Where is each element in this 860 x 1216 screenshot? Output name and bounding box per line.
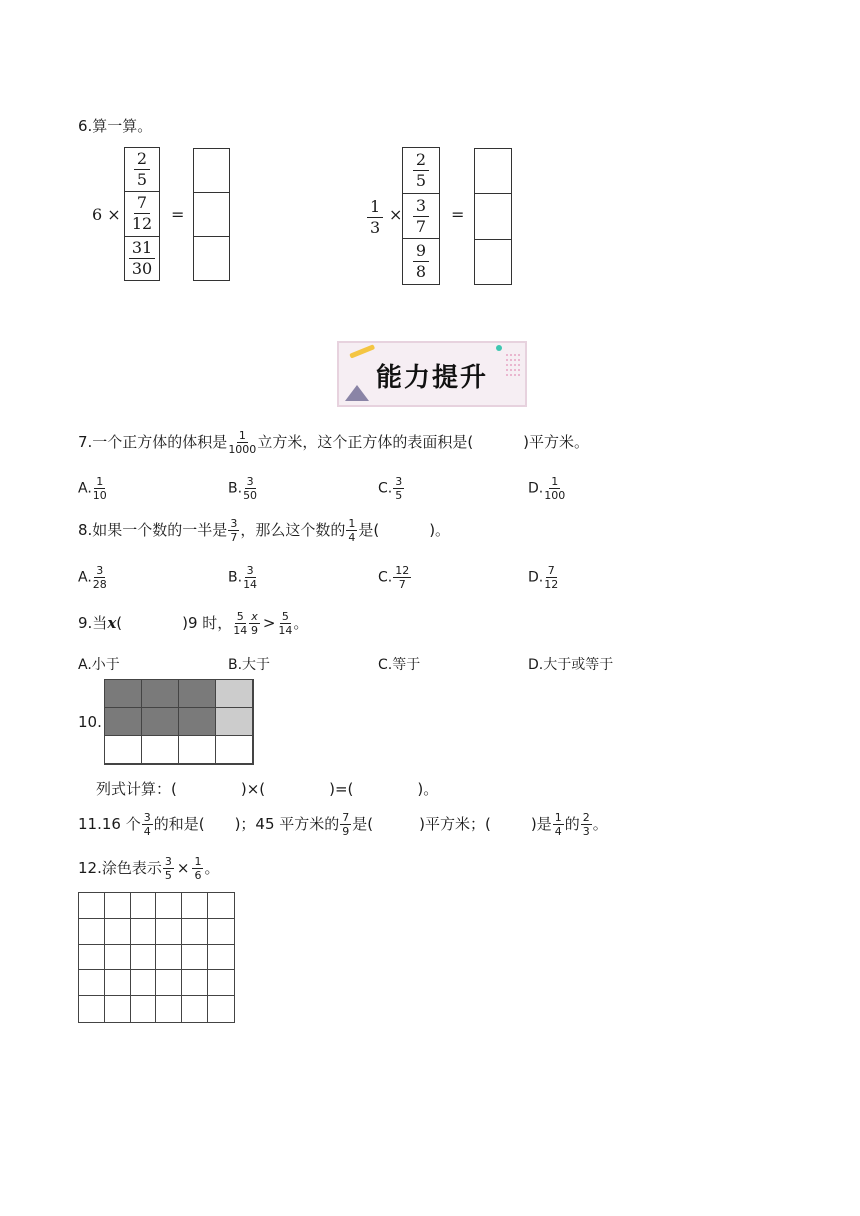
q10-formula: 列式计算：( )×( )=( )。	[96, 780, 439, 798]
q6-left-fraction-stack	[124, 147, 160, 281]
q7-option-a[interactable]: A. $\frac{1}{10}$	[78, 475, 107, 502]
grid-cell[interactable]	[208, 945, 234, 971]
q6-right-multiplier: $\frac{1}{3}$	[367, 198, 383, 236]
grid-cell	[104, 679, 142, 708]
q12-stem: 12.涂色表示 $\frac{3}{5}$ × $\frac{1}{6}$ 。	[78, 855, 220, 882]
answer-cell[interactable]	[194, 149, 229, 192]
q6-right-fraction-1: 2 5	[403, 148, 439, 193]
grid-cell[interactable]	[156, 970, 182, 996]
answer-cell[interactable]	[475, 239, 511, 284]
grid-cell[interactable]	[79, 945, 105, 971]
q11-stem: 11.16 个 $\frac{3}{4}$ 的和是( )；45 平方米的 $\frac{7}{9}$ 是( )平方米；( )是 $\frac{1}{4}$ 的 $\frac{2}{3}$ 。	[78, 811, 608, 838]
q7-option-c[interactable]: C. $\frac{3}{5}$	[378, 475, 403, 502]
grid-cell	[141, 707, 179, 736]
grid-cell	[141, 679, 179, 708]
q8-option-a[interactable]: A. $\frac{3}{28}$	[78, 564, 107, 591]
q6-title: 6.算一算。	[78, 117, 153, 135]
q8-option-c[interactable]: C. $\frac{12}{7}$	[378, 564, 410, 591]
grid-cell[interactable]	[182, 945, 208, 971]
q6-right-fraction-stack	[402, 147, 440, 285]
grid-cell[interactable]	[156, 919, 182, 945]
grid-cell[interactable]	[156, 945, 182, 971]
q6-right-fraction-2: 3 7	[403, 193, 439, 239]
section-banner	[337, 341, 527, 407]
q8-option-d[interactable]: D. $\frac{7}{12}$	[528, 564, 559, 591]
q6-right-equals: =	[451, 205, 465, 224]
answer-cell[interactable]	[475, 149, 511, 193]
grid-cell[interactable]	[105, 919, 131, 945]
q8-stem: 8.如果一个数的一半是 $\frac{3}{7}$ ，那么这个数的 $\frac{1}{4}$ 是( )。	[78, 517, 451, 544]
grid-cell[interactable]	[182, 893, 208, 919]
grid-cell	[141, 735, 179, 764]
q6-left-fraction-3: 31 30	[125, 236, 159, 280]
q9-option-d[interactable]: D.大于或等于	[528, 657, 614, 673]
q7-stem: 7.一个正方体的体积是 $\frac{1}{1000}$ 立方米，这个正方体的表面积是( )平方米。	[78, 429, 590, 456]
grid-cell[interactable]	[208, 970, 234, 996]
grid-cell[interactable]	[182, 996, 208, 1022]
answer-cell[interactable]	[194, 192, 229, 236]
grid-cell[interactable]	[105, 945, 131, 971]
q9-option-a[interactable]: A.小于	[78, 657, 120, 673]
grid-cell[interactable]	[131, 945, 157, 971]
q6-right-fraction-3: 9 8	[403, 238, 439, 284]
q10-label: 10.	[78, 713, 102, 731]
q6-left-fraction-1: 2 5	[125, 148, 159, 191]
grid-cell[interactable]	[105, 996, 131, 1022]
banner-title: 能力提升	[375, 363, 488, 393]
q9-option-b[interactable]: B.大于	[228, 657, 271, 673]
grid-cell[interactable]	[105, 893, 131, 919]
q6-left-equals: =	[171, 205, 185, 224]
q10-shaded-grid	[104, 679, 254, 765]
grid-cell	[178, 707, 216, 736]
grid-cell	[104, 707, 142, 736]
grid-cell[interactable]	[79, 893, 105, 919]
q6-left-fraction-2: 7 12	[125, 191, 159, 235]
q8-option-b[interactable]: B. $\frac{3}{14}$	[228, 564, 258, 591]
q6-left-multiplier: 6 ×	[92, 205, 121, 224]
grid-cell[interactable]	[131, 970, 157, 996]
q6-left-answer-box[interactable]	[193, 148, 230, 281]
q7-option-b[interactable]: B. $\frac{3}{50}$	[228, 475, 258, 502]
grid-cell[interactable]	[131, 919, 157, 945]
grid-cell[interactable]	[131, 893, 157, 919]
grid-cell[interactable]	[79, 996, 105, 1022]
grid-cell[interactable]	[79, 919, 105, 945]
grid-cell[interactable]	[156, 893, 182, 919]
grid-cell	[104, 735, 142, 764]
grid-cell[interactable]	[79, 970, 105, 996]
grid-cell[interactable]	[182, 919, 208, 945]
q6-right-times: ×	[389, 205, 403, 224]
grid-cell[interactable]	[156, 996, 182, 1022]
answer-cell[interactable]	[475, 193, 511, 238]
q7-option-d[interactable]: D. $\frac{1}{100}$	[528, 475, 566, 502]
answer-cell[interactable]	[194, 236, 229, 280]
q6-right-answer-box[interactable]	[474, 148, 512, 285]
grid-cell[interactable]	[208, 893, 234, 919]
grid-cell[interactable]	[131, 996, 157, 1022]
grid-cell	[215, 735, 253, 764]
grid-cell[interactable]	[182, 970, 208, 996]
q9-stem: 9.当x( )9 时， $\frac{5}{14}$ $\frac{x}{9}$ > $\frac{5}{14}$ 。	[78, 610, 309, 637]
grid-cell	[178, 679, 216, 708]
grid-cell	[215, 707, 253, 736]
grid-cell	[215, 679, 253, 708]
grid-cell[interactable]	[208, 919, 234, 945]
grid-cell[interactable]	[208, 996, 234, 1022]
grid-cell[interactable]	[105, 970, 131, 996]
q12-coloring-grid[interactable]	[78, 892, 235, 1023]
grid-cell	[178, 735, 216, 764]
q9-option-c[interactable]: C.等于	[378, 657, 421, 673]
